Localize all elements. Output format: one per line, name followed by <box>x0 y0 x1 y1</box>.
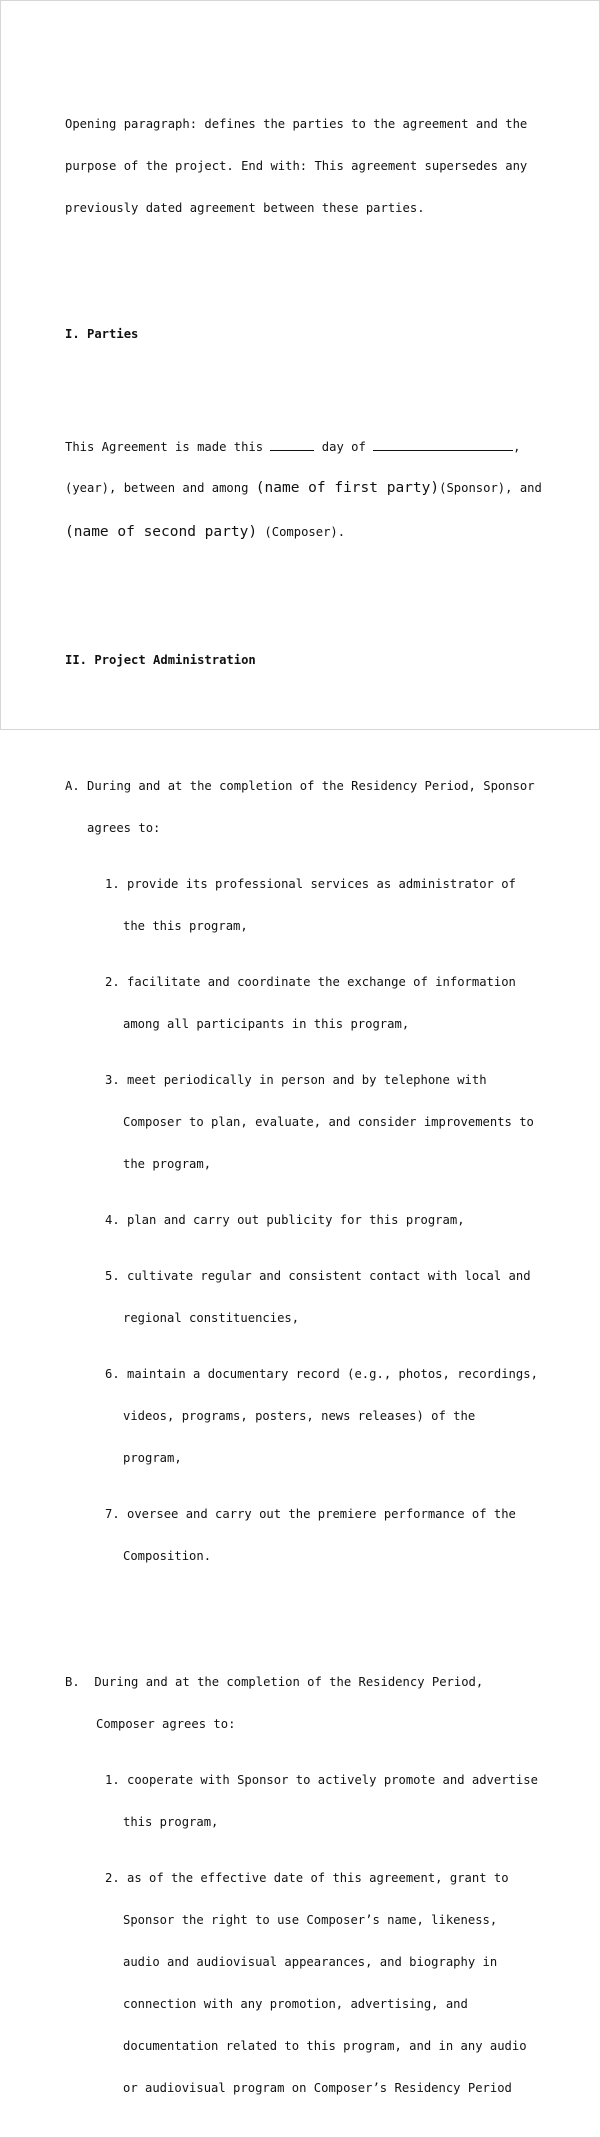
list-item-continued: regional constituencies, <box>123 1311 300 1325</box>
list-item-continued: videos, programs, posters, news releases) of the <box>123 1409 476 1423</box>
list-item: 3. meet periodically in person and by telephone with <box>105 1073 487 1087</box>
opening-line: previously dated agreement between these parties. <box>65 201 425 215</box>
list-item-continued: program, <box>123 1451 182 1465</box>
list-item: 2. as of the effective date of this agreement, grant to <box>105 1871 509 1885</box>
parties-line-3: (name of second party) (Composer). <box>65 524 346 540</box>
list-item-continued: Composition. <box>123 1549 212 1563</box>
section-a-intro: A. During and at the completion of the Residency Period, Sponsor <box>65 779 535 793</box>
list-item-continued: the this program, <box>123 919 248 933</box>
list-item: 1. cooperate with Sponsor to actively promote and advertise <box>105 1773 538 1787</box>
list-item: 7. oversee and carry out the premiere performance of the <box>105 1507 516 1521</box>
second-party-placeholder: (name of second party) <box>65 524 258 540</box>
opening-line: purpose of the project. End with: This agreement supersedes any <box>65 159 528 173</box>
admin-heading: II. Project Administration <box>65 653 256 667</box>
list-item-continued: this program, <box>123 1815 219 1829</box>
parties-heading: I. Parties <box>65 327 139 341</box>
day-blank[interactable] <box>270 439 314 451</box>
list-item-continued: the program, <box>123 1157 212 1171</box>
section-a-intro: agrees to: <box>87 821 161 835</box>
list-item-continued: connection with any promotion, advertising, and <box>123 1997 468 2011</box>
list-item: 1. provide its professional services as administrator of <box>105 877 516 891</box>
list-item-continued: documentation related to this program, and in any audio <box>123 2039 527 2053</box>
parties-line-2: (year), between and among (name of first party)(Sponsor), and <box>65 480 542 496</box>
list-item: 4. plan and carry out publicity for this program, <box>105 1213 465 1227</box>
parties-line-1: This Agreement is made this day of , <box>65 440 521 454</box>
section-b-intro: B. During and at the completion of the Residency Period, <box>65 1675 484 1689</box>
opening-line: Opening paragraph: defines the parties to the agreement and the <box>65 117 528 131</box>
month-blank[interactable] <box>373 439 513 451</box>
list-item-continued: Sponsor the right to use Composer’s name, likeness, <box>123 1913 498 1927</box>
first-party-placeholder: (name of first party) <box>255 480 440 496</box>
list-item-continued: or audiovisual program on Composer’s Residency Period <box>123 2081 512 2095</box>
list-item: 5. cultivate regular and consistent contact with local and <box>105 1269 531 1283</box>
list-item: 6. maintain a documentary record (e.g., photos, recordings, <box>105 1367 538 1381</box>
list-item-continued: audio and audiovisual appearances, and biography in <box>123 1955 498 1969</box>
section-b-intro: Composer agrees to: <box>96 1717 236 1731</box>
document-body <box>65 75 565 2137</box>
list-item-continued: Composer to plan, evaluate, and consider improvements to <box>123 1115 534 1129</box>
list-item-continued: among all participants in this program, <box>123 1017 410 1031</box>
list-item: 2. facilitate and coordinate the exchange of information <box>105 975 516 989</box>
